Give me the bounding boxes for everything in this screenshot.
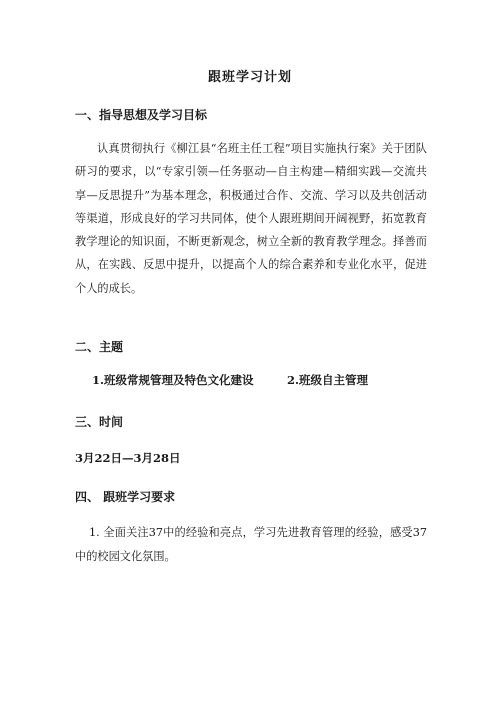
theme-item-routine-management: 1.班级常规管理及特色文化建设 (92, 373, 254, 387)
requirement-item-1: 1. 全面关注37中的经验和亮点，学习先进教育管理的经验，感受37中的校园文化氛围。 (75, 526, 427, 563)
date-range: 3月22日—3月28日 (75, 451, 181, 465)
section-heading-guiding-ideas: 一、指导思想及学习目标 (75, 108, 208, 122)
theme-item-self-management: 2.班级自主管理 (287, 373, 369, 387)
document-title: 跟班学习计划 (207, 70, 292, 85)
section-heading-theme: 二、主题 (75, 340, 124, 354)
section-heading-time: 三、时间 (75, 415, 124, 429)
guiding-ideas-paragraph: 认真贯彻执行《柳江县“名班主任工程”项目实施执行案》关于团队研习的要求，以“专家引领—任务驱动—自主构建—精细实践—交流共享—反思提升”为基本理念，积极通过合作、交流、学习以及共创活动等渠道，形成良好的学习共同体，使个人跟班期间开阔视野，拓宽教育教学理论的知识面，不断更新观念，树立全新的教育教学理念。择善而从，在实践、反思中提升，以提高个人的综合素养和专业化水平，促进个人的成长。 (75, 142, 427, 295)
section-heading-requirements: 四、 跟班学习要求 (75, 490, 176, 504)
